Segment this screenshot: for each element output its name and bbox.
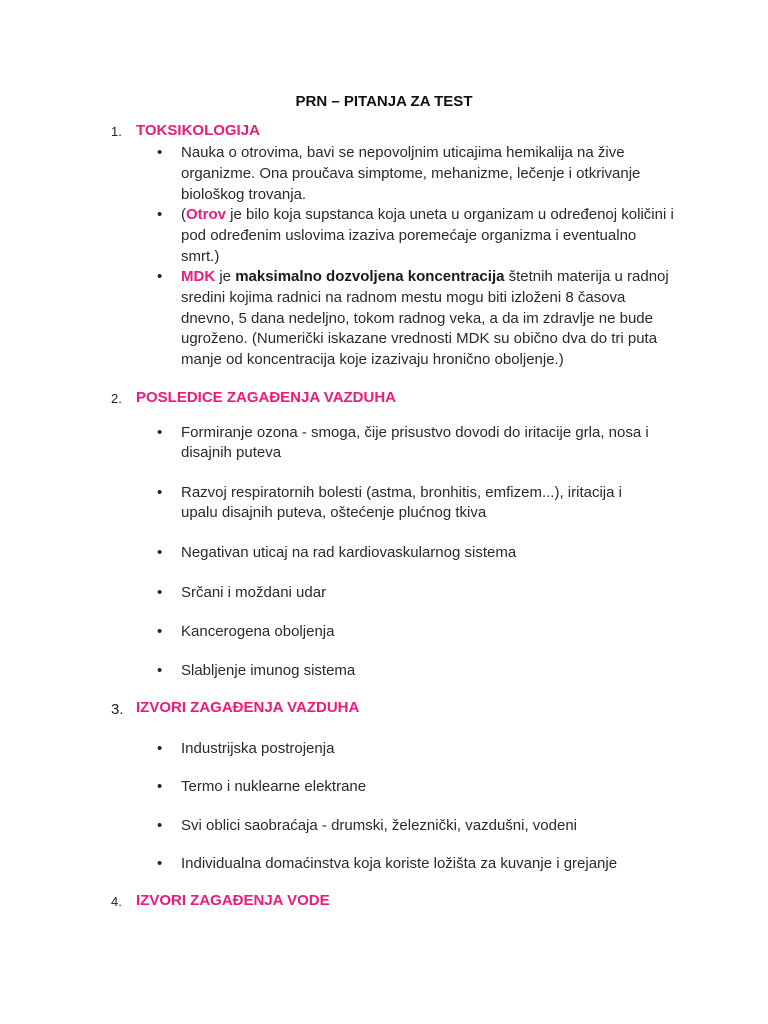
bullet-icon: • — [157, 484, 163, 501]
section-heading: TOKSIKOLOGIJA — [136, 122, 260, 139]
section-number: 3. — [111, 701, 124, 718]
bullet-icon: • — [157, 584, 163, 601]
list-item-line: manje od koncentracija koje izazivaju hronično oboljenje.) — [181, 351, 564, 368]
page-title: PRN – PITANJA ZA TEST — [295, 93, 473, 110]
list-item-line: ugroženo. (Numerički iskazane vrednosti MDK su obično dva do tri puta — [181, 330, 658, 347]
list-item-line: Nauka o otrovima, bavi se nepovoljnim uticajima hemikalija na žive — [181, 144, 625, 161]
list-item-line: organizme. Ona proučava simptome, mehanizme, lečenje i otkrivanje — [181, 165, 641, 182]
bullet-icon: • — [157, 424, 163, 441]
list-item-line: Svi oblici saobraćaja - drumski, železnički, vazdušni, vodeni — [181, 817, 578, 834]
bullet-icon: • — [157, 144, 163, 161]
list-item-line: sredini kojima radnici na radnom mestu mogu biti izloženi 8 časova — [181, 289, 626, 306]
list-item-line: Industrijska postrojenja — [181, 740, 335, 757]
bullet-icon: • — [157, 206, 163, 223]
list-item-line: MDK je maksimalno dozvoljena koncentracija štetnih materija u radnoj — [181, 268, 669, 285]
bullet-icon: • — [157, 623, 163, 640]
bullet-icon: • — [157, 740, 163, 757]
list-item-line: Razvoj respiratornih bolesti (astma, bronhitis, emfizem...), iritacija i — [181, 484, 622, 501]
section-heading: IZVORI ZAGAĐENJA VAZDUHA — [136, 699, 360, 716]
term-highlight: MDK — [181, 268, 216, 285]
list-item-line: Negativan uticaj na rad kardiovaskularnog sistema — [181, 544, 517, 561]
list-item-line: biološkog trovanja. — [181, 186, 307, 203]
section-heading: POSLEDICE ZAGAĐENJA VAZDUHA — [136, 389, 397, 406]
term-highlight: Otrov — [186, 206, 227, 223]
bullet-icon: • — [157, 268, 163, 285]
list-item-line: smrt.) — [181, 248, 220, 265]
list-item-line: dnevno, 5 dana nedeljno, tokom radnog veka, a da im zdravlje ne bude — [181, 310, 653, 327]
section-number: 1. — [111, 124, 122, 139]
bullet-icon: • — [157, 544, 163, 561]
list-item-line: Termo i nuklearne elektrane — [181, 778, 367, 795]
list-item-line: (Otrov je bilo koja supstanca koja uneta u organizam u određenoj količini i — [181, 206, 674, 223]
list-item-line: Srčani i moždani udar — [181, 584, 327, 601]
list-item-line: Slabljenje imunog sistema — [181, 662, 356, 679]
bullet-icon: • — [157, 817, 163, 834]
list-item-line: Individualna domaćinstva koja koriste ložišta za kuvanje i grejanje — [181, 855, 618, 872]
list-item-line: disajnih puteva — [181, 444, 282, 461]
bullet-icon: • — [157, 855, 163, 872]
section-heading: IZVORI ZAGAĐENJA VODE — [136, 892, 330, 909]
bullet-icon: • — [157, 662, 163, 679]
list-item-line: Formiranje ozona - smoga, čije prisustvo dovodi do iritacije grla, nosa i — [181, 424, 649, 441]
list-item-line: Kancerogena oboljenja — [181, 623, 335, 640]
section-number: 4. — [111, 894, 122, 909]
section-number: 2. — [111, 391, 122, 406]
bold-phrase: maksimalno dozvoljena koncentracija — [235, 268, 505, 285]
list-item-line: upalu disajnih puteva, oštećenje plućnog tkiva — [181, 504, 487, 521]
list-item-line: pod određenim uslovima izaziva poremećaje organizma i eventualno — [181, 227, 637, 244]
bullet-icon: • — [157, 778, 163, 795]
